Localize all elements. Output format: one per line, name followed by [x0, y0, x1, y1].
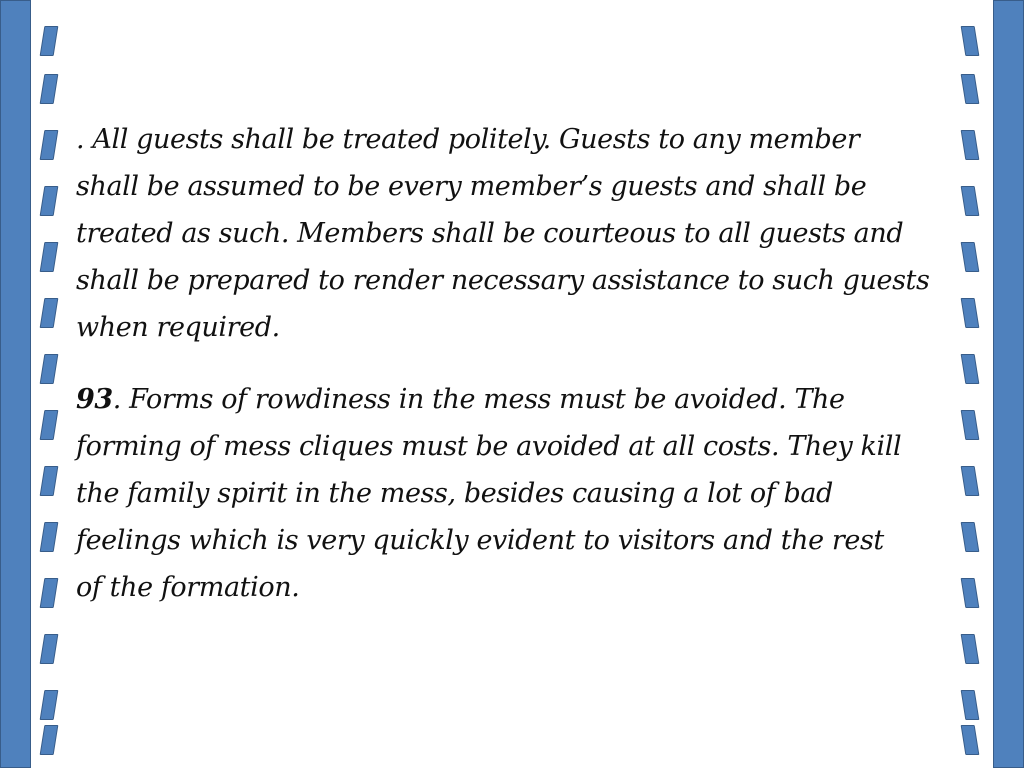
- right-strip-dash: [961, 130, 980, 160]
- right-strip-dash: [961, 354, 980, 384]
- left-strip-dash: [40, 354, 59, 384]
- left-strip-dash: [40, 410, 59, 440]
- left-strip-dash: [40, 725, 59, 755]
- paragraph-2: [76, 376, 946, 611]
- right-strip-dash: [961, 522, 980, 552]
- right-strip-dash: [961, 725, 980, 755]
- right-strip-dash: [961, 74, 980, 104]
- paragraph-1: [76, 116, 946, 351]
- paragraph-1-text: . All guests shall be treated politely. Guests to any member shall be assumed to be every member’s guests and shall be treated as such. Members shall be courteous to all guests and shall be prepared to render necessary assistance to such guests when required.: [76, 124, 930, 343]
- left-strip-dash: [40, 466, 59, 496]
- right-strip-dash: [961, 26, 980, 56]
- right-strip-dash: [961, 634, 980, 664]
- left-strip-dash: [40, 130, 59, 160]
- right-strip-dash: [961, 410, 980, 440]
- left-strip-dash: [40, 634, 59, 664]
- right-border-bar: [993, 0, 1024, 768]
- paragraph-number: 93: [76, 384, 113, 415]
- right-strip-dash: [961, 578, 980, 608]
- right-strip-dash: [961, 690, 980, 720]
- left-strip-dash: [40, 522, 59, 552]
- paragraph-2-text: . Forms of rowdiness in the mess must be avoided. The forming of mess cliques must be avoided at all costs. They kill the family spirit in the mess, besides causing a lot of bad feelings which is very quickly evident to visitors and the rest of the formation.: [76, 384, 902, 603]
- left-strip-dash: [40, 578, 59, 608]
- right-strip-dash: [961, 242, 980, 272]
- left-strip-dash: [40, 186, 59, 216]
- right-strip-dash: [961, 298, 980, 328]
- left-border-bar: [0, 0, 31, 768]
- right-strip-dash: [961, 186, 980, 216]
- left-strip-dash: [40, 26, 59, 56]
- document-body: [76, 116, 946, 611]
- left-strip-dash: [40, 242, 59, 272]
- left-strip-dash: [40, 690, 59, 720]
- left-strip-dash: [40, 74, 59, 104]
- right-strip-dash: [961, 466, 980, 496]
- left-strip-dash: [40, 298, 59, 328]
